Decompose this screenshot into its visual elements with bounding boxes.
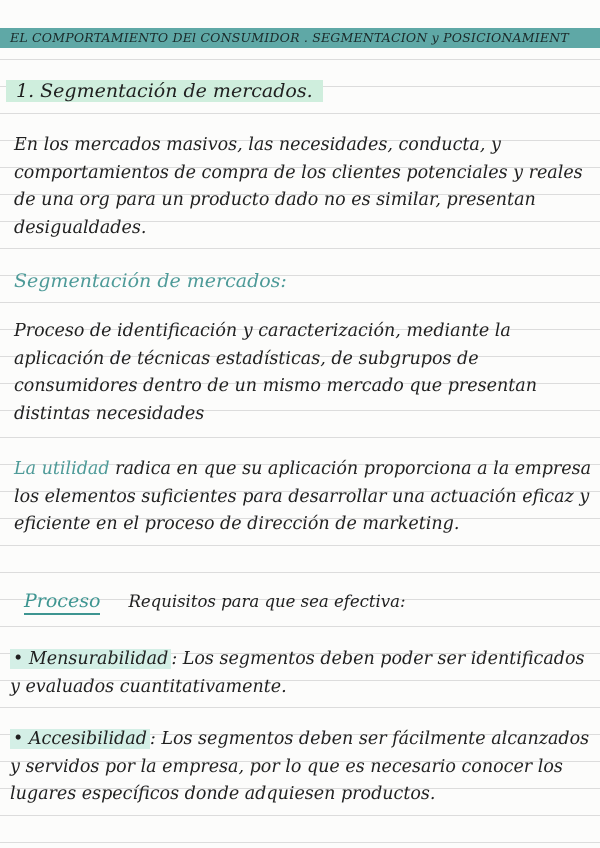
bullet-term: • Mensurabilidad	[10, 649, 171, 669]
utility-highlight: La utilidad	[14, 459, 110, 479]
bullet-item	[10, 726, 590, 809]
process-title: Proceso	[24, 590, 100, 615]
definition-heading: Segmentación de mercados:	[14, 270, 287, 292]
bullet-text: : Los segmentos deben ser fácilmente alcanzados y servidos por la empresa, por lo que es necesario conocer los lugares específicos donde adquiesen productos.	[10, 729, 590, 804]
definition-paragraph: Proceso de identificación y caracterización, mediante la aplicación de técnicas estadísticas, de subgrupos de consumidores dentro de un mismo mercado que presentan distintas necesidades	[14, 321, 537, 424]
bullet-term: • Accesibilidad	[10, 729, 150, 749]
utility-text: radica en que su aplicación proporciona a la empresa los elementos suficientes para desarrollar una actuación eficaz y eficiente en el proceso de dirección de marketing.	[14, 459, 592, 534]
bullet-item	[10, 646, 590, 701]
notes-header: EL COMPORTAMIENTO DEl CONSUMIDOR . SEGMENTACION y POSICIONAMIENT	[0, 28, 600, 48]
utility-paragraph	[14, 456, 594, 539]
requirements-label: Requisitos para que sea efectiva:	[128, 592, 406, 611]
bullet-text: : Los segmentos deben poder ser identificados y evaluados cuantitativamente.	[10, 649, 585, 697]
process-line	[24, 590, 406, 612]
section-title: 1. Segmentación de mercados.	[6, 80, 323, 102]
intro-paragraph: En los mercados masivos, las necesidades, conducta, y comportamientos de compra de los clientes potenciales y reales de una org para un producto dado no es similar, presentan desigualdades.	[14, 135, 583, 238]
